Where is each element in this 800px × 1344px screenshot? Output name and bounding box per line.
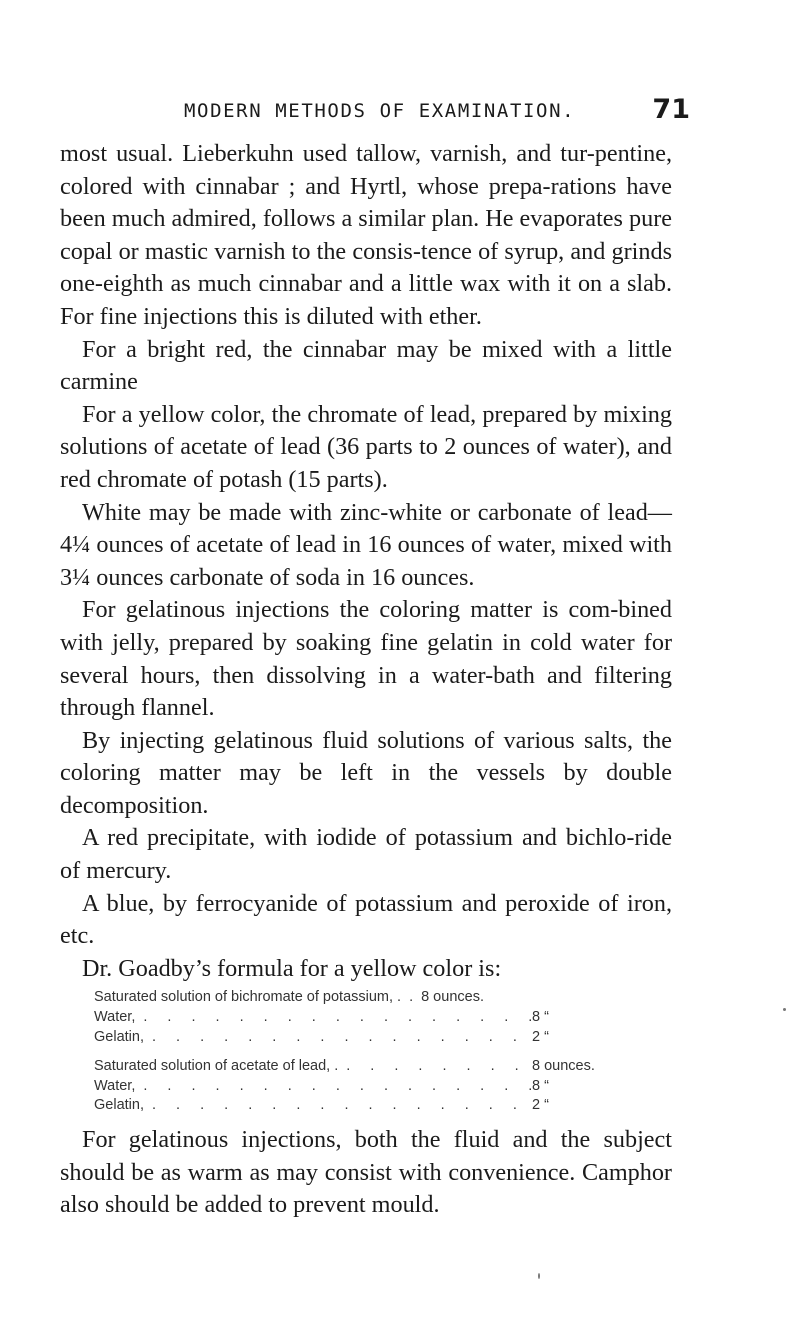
ingredient-amount: 2 “	[532, 1028, 549, 1045]
paragraph: For gelatinous injections, both the fluid and the subject should be as warm as may consist with convenience. Camphor also should be added to prevent mould.	[60, 1126, 672, 1219]
formula-row	[94, 1008, 634, 1028]
ingredient-amount: 8 “	[532, 1077, 549, 1094]
ingredient-name: Water,	[94, 1077, 136, 1094]
paragraph: Dr. Goadby’s formula for a yellow color is:	[82, 954, 502, 982]
paragraph: For gelatinous injections the coloring matter is com-bined with jelly, prepared by soaking fine gelatin in cold water for several hours, then dissolving in a water-bath and filtering through flannel.	[60, 596, 672, 722]
formula-row	[94, 1077, 634, 1097]
formula-row	[94, 1057, 634, 1077]
ingredient-name: Gelatin,	[94, 1097, 144, 1114]
formula-table	[94, 988, 634, 1116]
ingredient-name: Saturated solution of bichromate of potassium, .	[94, 989, 402, 1006]
formula-row	[94, 988, 634, 1008]
ingredient-amount: 8 ounces.	[421, 989, 484, 1006]
ingredient-amount: 2 “	[532, 1097, 549, 1114]
paragraph: A blue, by ferrocyanide of potassium and peroxide of iron, etc.	[60, 889, 672, 950]
ingredient-amount: 8 ounces.	[532, 1058, 595, 1075]
formula-row	[94, 1096, 634, 1116]
paragraph: By injecting gelatinous fluid solutions of various salts, the coloring matter may be left in the vessels by double decomposition.	[60, 726, 672, 819]
running-title: MODERN METHODS OF EXAMINATION.	[184, 100, 576, 122]
paragraph: A red precipitate, with iodide of potassium and bichlo-ride of mercury.	[60, 824, 672, 885]
paragraph: For a bright red, the cinnabar may be mixed with a little carmine	[60, 335, 672, 396]
running-header	[184, 94, 690, 126]
formula-row	[94, 1028, 634, 1048]
page-number: 71	[652, 94, 690, 125]
paragraph: White may be made with zinc-white or carbonate of lead—4¼ ounces of acetate of lead in 16 ounces of water, mixed with 3¼ ounces carbonate of soda in 16 ounces.	[60, 498, 672, 591]
stray-mark	[783, 1008, 786, 1011]
ingredient-name: Saturated solution of acetate of lead, .	[94, 1058, 339, 1075]
paragraph: most usual. Lieberkuhn used tallow, varnish, and tur-pentine, colored with cinnabar ; and Hyrtl, whose prepa-rations have been much admired, follows a similar plan. He evaporates pure copal or mastic varnish to the consis-tence of syrup, and grinds one-eighth as much cinnabar and a little wax with it on a slab. For fine injections this is diluted with ether.	[60, 140, 672, 330]
ingredient-name: Water,	[94, 1009, 136, 1026]
ingredient-name: Gelatin,	[94, 1028, 144, 1045]
ingredient-amount: 8 “	[532, 1009, 549, 1026]
paragraph: For a yellow color, the chromate of lead, prepared by mixing solutions of acetate of lead (36 parts to 2 ounces of water), and red chromate of potash (15 parts).	[60, 400, 672, 493]
stray-mark	[538, 1273, 540, 1279]
body-text	[60, 138, 672, 1222]
